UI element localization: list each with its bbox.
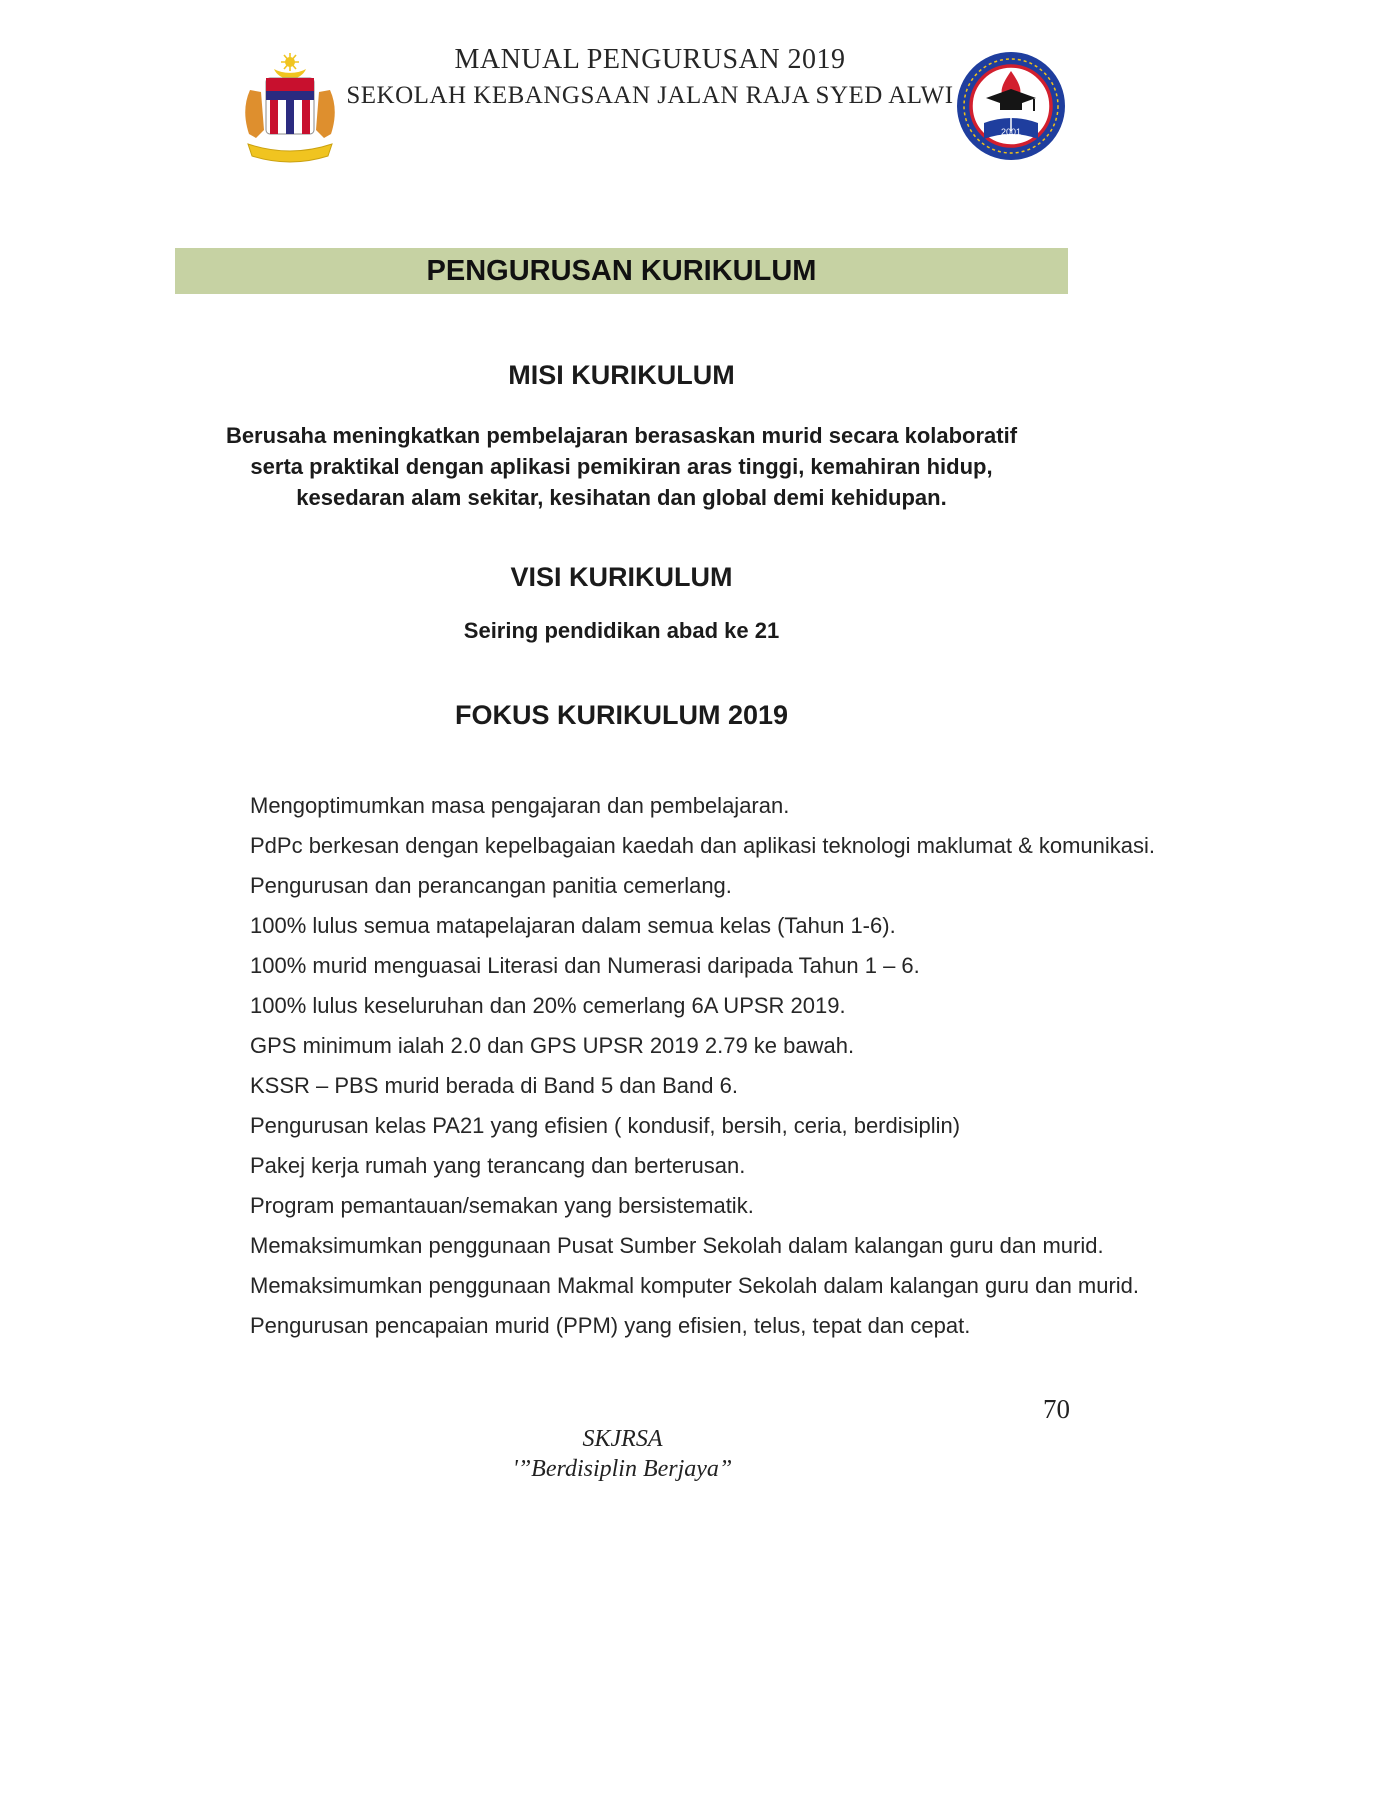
- visi-text: Seiring pendidikan abad ke 21: [463, 618, 780, 643]
- misi-text-line: Berusaha meningkatkan pembelajaran berasaskan murid secara kolaboratif: [225, 423, 1018, 448]
- visi-heading: VISI KURIKULUM: [510, 562, 733, 592]
- fokus-item: Pengurusan dan perancangan panitia cemerlang.: [250, 873, 732, 898]
- section-banner-title: PENGURUSAN KURIKULUM: [426, 254, 817, 287]
- manual-title: MANUAL PENGURUSAN 2019: [454, 44, 846, 75]
- fokus-item: 100% lulus keseluruhan dan 20% cemerlang 6A UPSR 2019.: [250, 993, 846, 1018]
- footer-motto: '”Berdisiplin Berjaya”: [512, 1456, 733, 1482]
- fokus-item: Program pemantauan/semakan yang bersistematik.: [250, 1193, 754, 1218]
- page-number: 70: [1043, 1394, 1070, 1424]
- misi-text-line: kesedaran alam sekitar, kesihatan dan global demi kehidupan.: [296, 485, 947, 510]
- fokus-item: PdPc berkesan dengan kepelbagaian kaedah dan aplikasi teknologi maklumat & komunikasi.: [250, 833, 1156, 858]
- badge-year: 2001: [1000, 127, 1022, 137]
- document-header: [300, 44, 1000, 110]
- fokus-list: [250, 786, 1200, 1346]
- fokus-item: Mengoptimumkan masa pengajaran dan pembelajaran.: [250, 793, 790, 818]
- misi-text-line: serta praktikal dengan aplikasi pemikiran aras tinggi, kemahiran hidup,: [250, 454, 993, 479]
- fokus-item: GPS minimum ialah 2.0 dan GPS UPSR 2019 2.79 ke bawah.: [250, 1033, 855, 1058]
- fokus-item: Memaksimumkan penggunaan Pusat Sumber Sekolah dalam kalangan guru dan murid.: [250, 1233, 1104, 1258]
- school-name: SEKOLAH KEBANGSAAN JALAN RAJA SYED ALWI: [346, 82, 954, 109]
- fokus-item: Memaksimumkan penggunaan Makmal komputer Sekolah dalam kalangan guru dan murid.: [250, 1273, 1140, 1298]
- fokus-item: 100% murid menguasai Literasi dan Numerasi daripada Tahun 1 – 6.: [250, 953, 920, 978]
- school-badge-icon: [956, 50, 1066, 162]
- fokus-item: 100% lulus semua matapelajaran dalam semua kelas (Tahun 1-6).: [250, 913, 896, 938]
- section-banner: [175, 248, 1068, 294]
- fokus-item: Pengurusan kelas PA21 yang efisien ( kondusif, bersih, ceria, berdisiplin): [250, 1113, 961, 1138]
- fokus-item: Pengurusan pencapaian murid (PPM) yang efisien, telus, tepat dan cepat.: [250, 1313, 971, 1338]
- fokus-heading: FOKUS KURIKULUM 2019: [454, 700, 789, 730]
- fokus-item: KSSR – PBS murid berada di Band 5 dan Band 6.: [250, 1073, 738, 1098]
- footer-school-abbr: SKJRSA: [582, 1426, 663, 1452]
- fokus-item: Pakej kerja rumah yang terancang dan berterusan.: [250, 1153, 746, 1178]
- misi-heading: MISI KURIKULUM: [508, 360, 735, 390]
- misi-text: [175, 420, 1068, 513]
